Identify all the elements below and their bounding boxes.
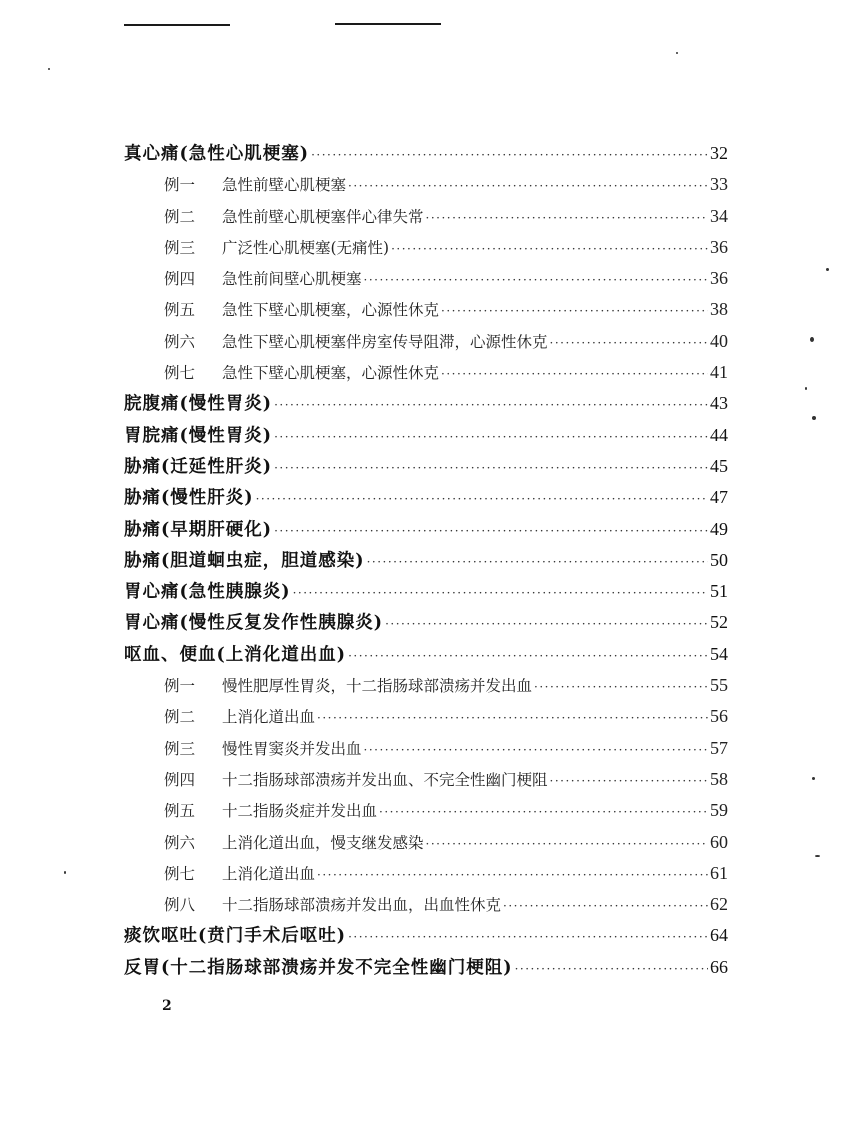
dot-leader [379,797,708,828]
dot-leader [293,578,708,609]
entry-title: 急性前壁心肌梗塞 [222,176,347,195]
toc-subentry[interactable] [124,764,728,795]
entry-page-number: 64 [710,925,728,946]
case-label: 例二 [164,708,196,727]
entry-title: 慢性肥厚性胃炎，十二指肠球部溃疡并发出血 [222,677,533,696]
scan-speck [826,268,829,271]
entry-page-number: 50 [710,549,728,570]
entry-title: 胁痛(早期肝硬化) [124,519,273,540]
toc-entry[interactable] [124,514,728,545]
toc-entry[interactable] [124,952,728,983]
dot-leader [274,453,708,484]
dot-leader [426,829,708,860]
toc-entry[interactable] [124,138,728,169]
page-number: 2 [162,998,172,1014]
dot-leader [441,359,708,390]
entry-title: 上消化道出血 [222,864,316,883]
entry-title: 上消化道出血，慢支继发感染 [222,833,424,852]
entry-title: 十二指肠球部溃疡并发出血、不完全性幽门梗阻 [222,770,548,789]
entry-page-number: 36 [710,236,728,257]
toc-subentry[interactable] [124,795,728,826]
entry-page-number: 44 [710,424,728,445]
entry-page-number: 33 [710,174,728,195]
entry-title: 胁痛(迁延性肝炎) [124,456,273,477]
entry-title: 十二指肠球部溃疡并发出血，出血性休克 [222,896,502,915]
entry-page-number: 43 [710,393,728,414]
dot-leader [274,516,708,547]
dot-leader [503,891,708,922]
scan-speck [812,416,816,420]
dot-leader [367,547,708,578]
toc-subentry[interactable] [124,733,728,764]
entry-title: 胃脘痛(慢性胃炎) [124,425,273,446]
entry-title: 急性下壁心肌梗塞，心源性休克 [222,301,440,320]
scan-speck [815,855,820,857]
entry-page-number: 47 [710,487,728,508]
entry-page-number: 52 [710,612,728,633]
dot-leader [348,922,708,953]
dot-leader [274,390,708,421]
toc-subentry[interactable] [124,232,728,263]
dot-leader [385,609,708,640]
entry-page-number: 51 [710,581,728,602]
dot-leader [348,171,708,202]
entry-title: 急性前间壁心肌梗塞 [222,270,362,289]
entry-title: 慢性胃窦炎并发出血 [222,739,362,758]
entry-title: 胃心痛(慢性反复发作性胰腺炎) [124,613,384,634]
entry-title: 广泛性心肌梗塞(无痛性) [222,238,390,257]
dot-leader [317,703,708,734]
case-label: 例八 [164,896,196,915]
entry-page-number: 59 [710,800,728,821]
toc-subentry[interactable] [124,701,728,732]
case-label: 例一 [164,677,196,696]
scan-speck [48,68,50,70]
entry-page-number: 32 [710,143,728,163]
case-label: 例七 [164,864,196,883]
case-label: 例六 [164,833,196,852]
header-rule-right [335,23,441,25]
case-label: 例四 [164,270,196,289]
entry-page-number: 61 [710,862,728,883]
case-label: 例二 [164,207,196,226]
dot-leader [348,641,708,672]
scan-speck [64,871,66,874]
toc-subentry[interactable] [124,670,728,701]
entry-page-number: 54 [710,643,728,664]
entry-page-number: 49 [710,518,728,539]
dot-leader [317,860,708,891]
entry-page-number: 55 [710,675,728,696]
entry-page-number: 38 [710,299,728,320]
toc-subentry[interactable] [124,326,728,357]
case-label: 例四 [164,770,196,789]
case-label: 例六 [164,332,196,351]
toc-entry[interactable] [124,607,728,638]
toc-entry[interactable] [124,388,728,419]
dot-leader [364,265,708,296]
toc-subentry[interactable] [124,201,728,232]
toc-entry[interactable] [124,482,728,513]
entry-page-number: 62 [710,894,728,915]
toc-subentry[interactable] [124,294,728,325]
case-label: 例三 [164,238,196,257]
dot-leader [311,140,708,171]
entry-title: 呕血、便血(上消化道出血) [124,644,347,665]
entry-page-number: 45 [710,455,728,476]
toc-entry[interactable] [124,451,728,482]
scan-speck [812,777,815,780]
entry-title: 反胃(十二指肠球部溃疡并发不完全性幽门梗阻) [124,957,513,978]
case-label: 例三 [164,739,196,758]
toc-subentry[interactable] [124,827,728,858]
case-label: 例七 [164,364,196,383]
entry-title: 上消化道出血 [222,708,316,727]
dot-leader [534,672,708,703]
dot-leader [364,735,708,766]
toc-subentry[interactable] [124,858,728,889]
dot-leader [550,328,708,359]
entry-title: 脘腹痛(慢性胃炎) [124,394,273,415]
case-label: 例五 [164,301,196,320]
toc-entry[interactable] [124,920,728,951]
entry-title: 痰饮呕吐(贲门手术后呕吐) [124,926,347,947]
entry-page-number: 56 [710,706,728,727]
dot-leader [550,766,708,797]
scan-speck [810,337,814,342]
entry-title: 急性下壁心肌梗塞，心源性休克 [222,364,440,383]
dot-leader [391,234,708,265]
entry-page-number: 34 [710,205,728,226]
scan-speck [805,387,807,390]
toc-subentry[interactable] [124,263,728,294]
entry-page-number: 58 [710,768,728,789]
toc-entry[interactable] [124,639,728,670]
entry-title: 胁痛(慢性肝炎) [124,488,254,509]
dot-leader [515,954,708,985]
entry-title: 真心痛(急性心肌梗塞) [124,144,310,164]
entry-title: 胃心痛(急性胰腺炎) [124,582,291,603]
dot-leader [274,422,708,453]
toc-subentry[interactable] [124,889,728,920]
toc-subentry[interactable] [124,169,728,200]
dot-leader [441,296,708,327]
header-rule-left [124,24,230,26]
entry-page-number: 60 [710,831,728,852]
toc-entry[interactable] [124,545,728,576]
dot-leader [256,484,708,515]
toc-entry[interactable] [124,576,728,607]
dot-leader [426,203,708,234]
case-label: 例五 [164,802,196,821]
toc-subentry[interactable] [124,357,728,388]
entry-title: 急性前壁心肌梗塞伴心律失常 [222,207,424,226]
entry-title: 十二指肠炎症并发出血 [222,802,378,821]
entry-page-number: 36 [710,268,728,289]
entry-title: 急性下壁心肌梗塞伴房室传导阻滞，心源性休克 [222,332,548,351]
entry-page-number: 41 [710,362,728,383]
entry-page-number: 40 [710,330,728,351]
entry-page-number: 57 [710,737,728,758]
toc-entry[interactable] [124,420,728,451]
case-label: 例一 [164,176,196,195]
entry-title: 胁痛(胆道蛔虫症，胆道感染) [124,550,365,571]
scan-speck [676,52,678,54]
table-of-contents [124,138,728,983]
entry-page-number: 66 [710,956,728,977]
